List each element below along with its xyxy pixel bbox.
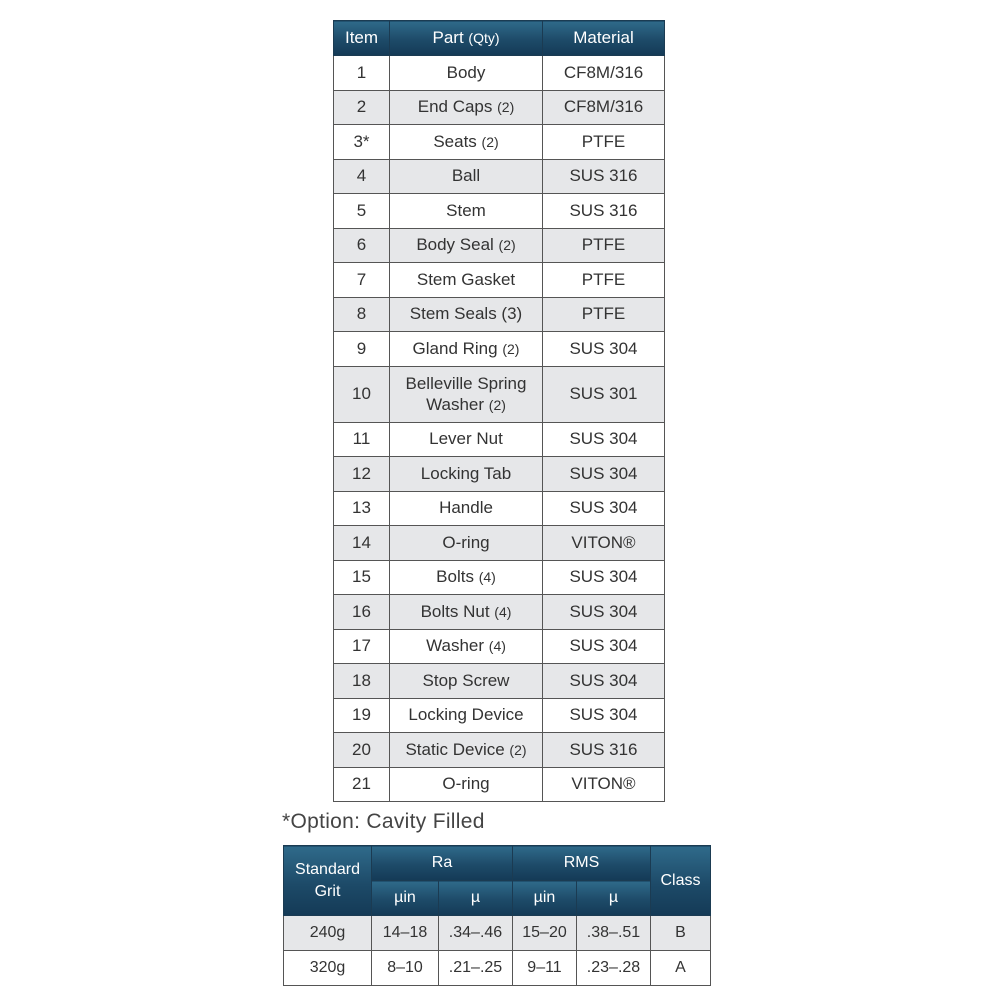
parts-table-row [334, 457, 665, 492]
item-number: 14 [334, 526, 390, 561]
finish-ra-u: .34–.46 [439, 916, 513, 951]
parts-table-row [334, 194, 665, 229]
item-number: 13 [334, 491, 390, 526]
finish-class: B [651, 916, 711, 951]
part-name-text: Stem Gasket [416, 269, 516, 289]
part-name [390, 159, 543, 194]
finish-ra-u: .21–.25 [439, 951, 513, 986]
part-name [390, 733, 543, 768]
part-material: SUS 301 [543, 366, 665, 422]
item-number: 6 [334, 228, 390, 263]
header-ra-u: µ [439, 881, 513, 916]
part-material: SUS 304 [543, 629, 665, 664]
part-qty: (4) [488, 638, 506, 655]
part-name [390, 560, 543, 595]
part-name-text: Body [446, 62, 486, 82]
item-number: 2 [334, 90, 390, 125]
parts-table [333, 20, 665, 802]
part-name [390, 56, 543, 91]
part-name [390, 491, 543, 526]
part-qty: (4) [478, 569, 496, 586]
item-number: 20 [334, 733, 390, 768]
parts-table-row [334, 159, 665, 194]
part-name-text: Locking Tab [420, 463, 512, 483]
finish-ra-uin: 14–18 [372, 916, 439, 951]
part-name [390, 526, 543, 561]
part-name-text: Bolts Nut [420, 601, 490, 621]
item-number: 7 [334, 263, 390, 298]
header-rms: RMS [513, 846, 651, 881]
item-number: 17 [334, 629, 390, 664]
header-rms-u: µ [577, 881, 651, 916]
part-name [390, 297, 543, 332]
part-name-text: Seats [433, 131, 477, 151]
part-material: VITON® [543, 767, 665, 802]
part-qty: (4) [494, 603, 512, 620]
part-name-text: Gland Ring [412, 338, 498, 358]
item-number: 4 [334, 159, 390, 194]
part-name [390, 664, 543, 699]
part-material: SUS 304 [543, 560, 665, 595]
part-material: SUS 304 [543, 332, 665, 367]
finish-class: A [651, 951, 711, 986]
header-standard-grit: Standard Grit [284, 846, 372, 916]
item-number: 18 [334, 664, 390, 699]
parts-table-row [334, 332, 665, 367]
parts-table-row [334, 526, 665, 561]
finish-rms-uin: 15–20 [513, 916, 577, 951]
header-material: Material [543, 21, 665, 56]
part-name-text: Body Seal [416, 235, 494, 255]
parts-table-row [334, 491, 665, 526]
header-rms-uin: µin [513, 881, 577, 916]
part-name [390, 194, 543, 229]
part-name [390, 332, 543, 367]
part-material: SUS 304 [543, 457, 665, 492]
part-name-text: Stop Screw [422, 670, 510, 690]
part-name-text: O-ring [442, 532, 490, 552]
part-qty: (2) [481, 133, 499, 150]
parts-table-row [334, 56, 665, 91]
parts-table-row [334, 263, 665, 298]
finish-rms-uin: 9–11 [513, 951, 577, 986]
part-name-text: Stem Seals (3) [409, 304, 523, 324]
item-number: 10 [334, 366, 390, 422]
part-name [390, 125, 543, 160]
part-material: PTFE [543, 228, 665, 263]
part-material: PTFE [543, 263, 665, 298]
part-material: SUS 316 [543, 159, 665, 194]
part-qty: (2) [502, 340, 520, 357]
part-material: CF8M/316 [543, 56, 665, 91]
parts-table-row [334, 366, 665, 422]
finish-ra-uin: 8–10 [372, 951, 439, 986]
part-name-text: Washer [426, 636, 485, 656]
header-class: Class [651, 846, 711, 916]
parts-table-row [334, 595, 665, 630]
item-number: 3* [334, 125, 390, 160]
part-material: PTFE [543, 297, 665, 332]
part-name-text: Stem [446, 200, 486, 220]
part-material: VITON® [543, 526, 665, 561]
part-name [390, 629, 543, 664]
part-qty: (2) [498, 237, 516, 254]
part-name [390, 90, 543, 125]
part-name-text: Ball [451, 166, 481, 186]
part-name-text: Bolts [436, 567, 474, 587]
parts-table-row [334, 90, 665, 125]
part-name [390, 595, 543, 630]
parts-table-row [334, 422, 665, 457]
parts-table-row [334, 228, 665, 263]
part-name-line1: Belleville Spring [405, 373, 527, 393]
finish-grit: 320g [284, 951, 372, 986]
part-name [390, 767, 543, 802]
part-material: SUS 316 [543, 733, 665, 768]
header-part-qty: (Qty) [468, 30, 500, 46]
part-material: CF8M/316 [543, 90, 665, 125]
header-part [390, 21, 543, 56]
item-number: 8 [334, 297, 390, 332]
part-name-line2: Washer [426, 394, 485, 414]
parts-table-row [334, 664, 665, 699]
parts-table-row [334, 560, 665, 595]
part-name [390, 366, 543, 422]
header-part-label: Part [432, 28, 464, 47]
item-number: 12 [334, 457, 390, 492]
item-number: 16 [334, 595, 390, 630]
parts-table-row [334, 125, 665, 160]
part-material: SUS 304 [543, 595, 665, 630]
finish-table-row [284, 951, 711, 986]
part-material: SUS 304 [543, 698, 665, 733]
item-number: 1 [334, 56, 390, 91]
part-qty: (2) [497, 99, 515, 116]
header-ra-uin: µin [372, 881, 439, 916]
item-number: 19 [334, 698, 390, 733]
parts-table-row [334, 698, 665, 733]
finish-rms-u: .23–.28 [577, 951, 651, 986]
part-name-text: End Caps [417, 97, 493, 117]
header-ra: Ra [372, 846, 513, 881]
item-number: 9 [334, 332, 390, 367]
part-name [390, 698, 543, 733]
finish-grit: 240g [284, 916, 372, 951]
part-name-text: Locking Device [408, 705, 524, 725]
part-qty: (2) [509, 741, 527, 758]
part-material: SUS 304 [543, 491, 665, 526]
item-number: 5 [334, 194, 390, 229]
part-qty: (2) [488, 396, 506, 413]
part-name-text: Handle [439, 498, 493, 518]
finish-rms-u: .38–.51 [577, 916, 651, 951]
option-note: *Option: Cavity Filled [282, 810, 485, 833]
part-name [390, 422, 543, 457]
part-material: SUS 304 [543, 664, 665, 699]
parts-table-row [334, 767, 665, 802]
parts-table-row [334, 297, 665, 332]
part-name [390, 457, 543, 492]
part-name-text: O-ring [442, 774, 490, 794]
part-name-text: Lever Nut [429, 429, 503, 449]
item-number: 11 [334, 422, 390, 457]
header-item: Item [334, 21, 390, 56]
part-material: SUS 304 [543, 422, 665, 457]
part-material: SUS 316 [543, 194, 665, 229]
part-name [390, 263, 543, 298]
part-material: PTFE [543, 125, 665, 160]
parts-table-row [334, 629, 665, 664]
parts-header-row [334, 21, 665, 56]
item-number: 15 [334, 560, 390, 595]
finish-table-row [284, 916, 711, 951]
part-name-text: Static Device [405, 739, 505, 759]
surface-finish-table [283, 845, 711, 986]
part-name [390, 228, 543, 263]
parts-table-row [334, 733, 665, 768]
item-number: 21 [334, 767, 390, 802]
finish-header-row [284, 846, 711, 881]
